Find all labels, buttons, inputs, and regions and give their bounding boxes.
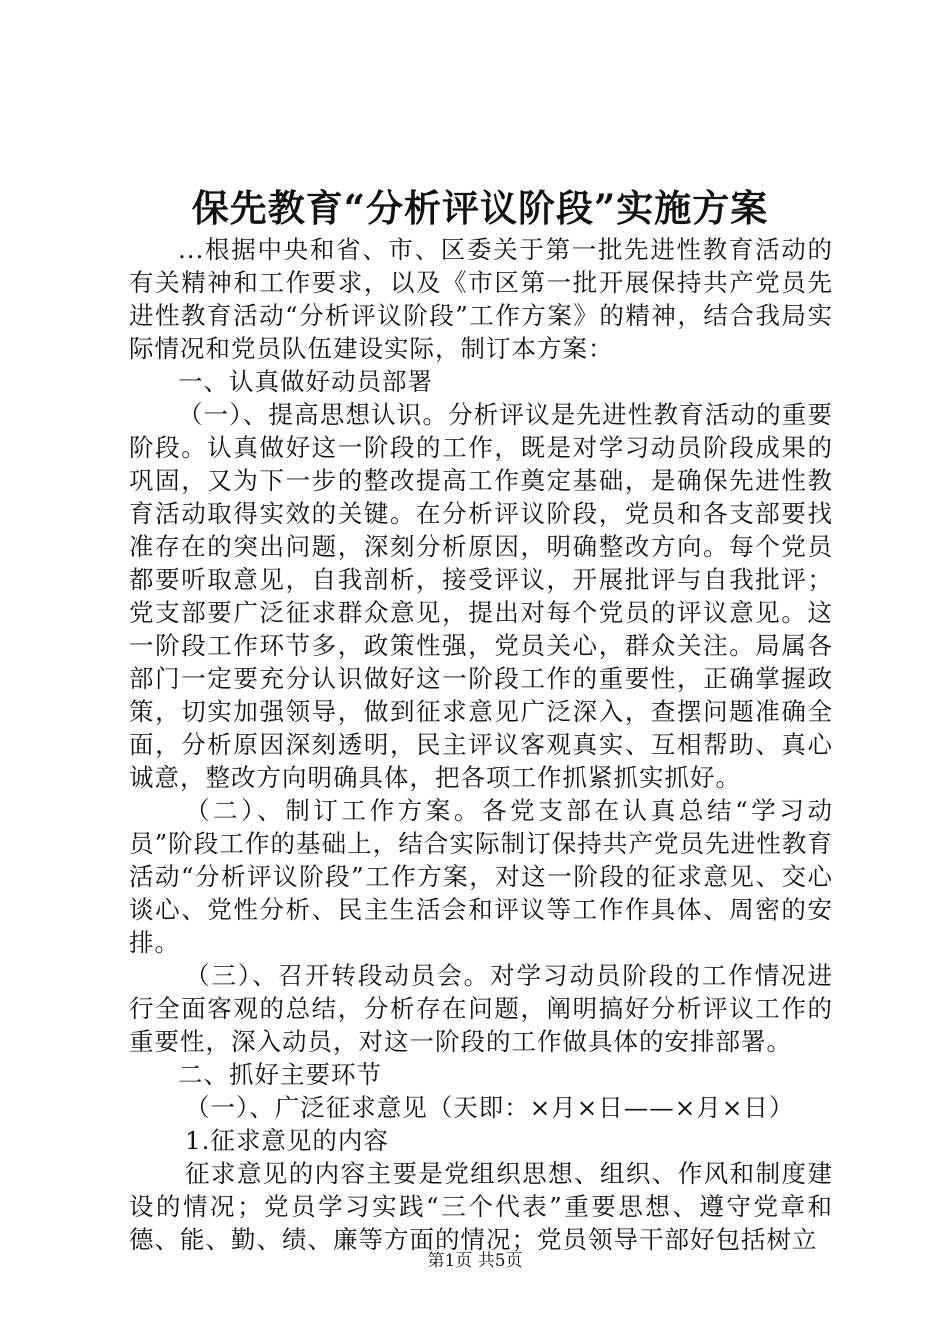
- paragraph-work-plan: （二）、制订工作方案。各党支部在认真总结“学习动员”阶段工作的基础上，结合实际制订保持共产党员先进性教育活动“分析评议阶段”工作方案，对这一阶段的征求意见、交心谈心、党性分析、民主生活会和评议等工作作具体、周密的安排。: [129, 796, 833, 957]
- paragraph-mobilization-meeting: （三）、召开转段动员会。对学习动员阶段的工作情况进行全面客观的总结，分析存在问题，阐明搞好分析评议工作的重要性，深入动员，对这一阶段的工作做具体的安排部署。: [129, 961, 833, 1056]
- document-body: [129, 233, 833, 1256]
- document-title: 保先教育“分析评议阶段”实施方案: [191, 186, 769, 230]
- section-heading-1: 一、认真做好动员部署: [178, 367, 433, 396]
- paragraph-raise-awareness: （一）、提高思想认识。分析评议是先进性教育活动的重要阶段。认真做好这一阶段的工作，既是对学习动员阶段成果的巩固，又为下一步的整改提高工作奠定基础，是确保先进性教育活动取得实效的关键。在分析评议阶段，党员和各支部要找准存在的突出问题，深刻分析原因，明确整改方向。每个党员都要听取意见，自我剖析，接受评议，开展批评与自我批评；党支部要广泛征求群众意见，提出对每个党员的评议意见。这一阶段工作环节多，政策性强，党员关心，群众关注。局属各部门一定要充分认识做好这一阶段工作的重要性，正确掌握政策，切实加强领导，做到征求意见广泛深入，查摆问题准确全面，分析原因深刻透明，民主评议客观真实、互相帮助、真心诚意，整改方向明确具体，把各项工作抓紧抓实抓好。: [129, 400, 833, 792]
- paragraph-solicit-content: 征求意见的内容主要是党组织思想、组织、作风和制度建设的情况；党员学习实践“三个代表”重要思想、遵守党章和德、能、勤、绩、廉等方面的情况；党员领导干部好包括树立: [129, 1159, 833, 1254]
- subsection-heading-solicit: （一）、广泛征求意见（天即：×月×日——×月×日）: [185, 1093, 795, 1122]
- intro-paragraph: ...根据中央和省、市、区委关于第一批先进性教育活动的有关精神和工作要求，以及《市区第一批开展保持共产党员先进性教育活动“分析评议阶段”工作方案》的精神，结合我局实际情况和党员队伍建设实际，制订本方案：: [129, 235, 833, 363]
- item-heading-content: 1.征求意见的内容: [185, 1126, 389, 1155]
- section-heading-2: 二、抓好主要环节: [178, 1060, 382, 1089]
- page-footer: 第1页 共5页: [427, 1251, 523, 1271]
